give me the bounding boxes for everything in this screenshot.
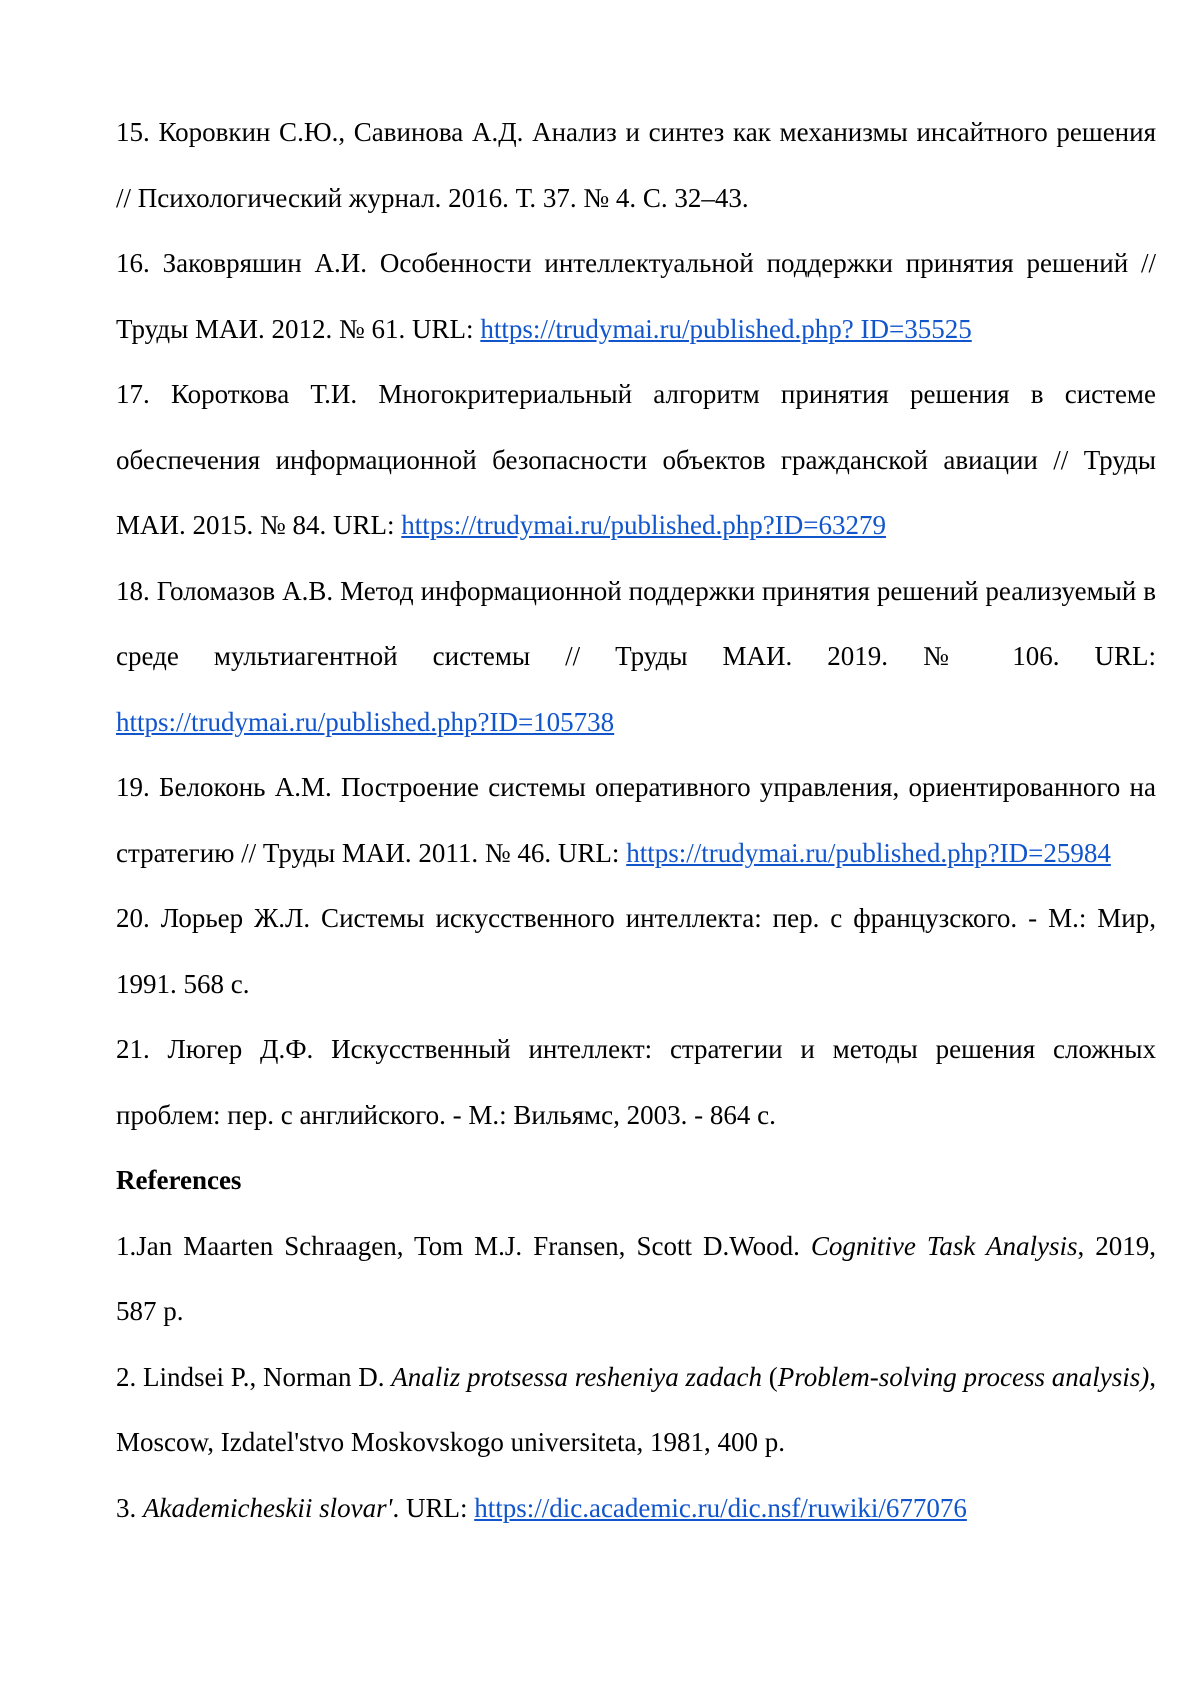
reference-16 [116, 231, 1156, 362]
reference-text: 18. Голомазов А.В. Метод информационной поддержки принятия решений реализуемый в среде мультиагентной системы // Труды МАИ. 2019. № 106. URL: [116, 576, 1156, 672]
document-page [116, 100, 1156, 1541]
reference-text: . URL: [392, 1493, 474, 1523]
reference-text: 17. Короткова Т.И. Многокритериальный алгоритм принятия решения в системе обеспечения информационной безопасности объектов гражданской авиации // Труды МАИ. 2015. № 84. URL: [116, 379, 1156, 540]
reference-text: 16. Заковряшин А.И. Особенности интеллектуальной поддержки принятия решений // Труды МАИ. 2012. № 61. URL: [116, 248, 1156, 344]
reference-18 [116, 559, 1156, 756]
reference-title: Analiz protsessa resheniya zadach [391, 1362, 762, 1392]
reference-text: , Moscow, Izdatel'stvo Moskovskogo universiteta, 1981, 400 p. [116, 1362, 1156, 1458]
references-heading: References [116, 1148, 1156, 1214]
reference-text: , 2019, 587 p. [116, 1231, 1156, 1327]
reference-text: 15. Коровкин С.Ю., Савинова А.Д. Анализ и синтез как механизмы инсайтного решения // Психологический журнал. 2016. Т. 37. № 4. С. 32–43. [116, 117, 1156, 213]
reference-21 [116, 1017, 1156, 1148]
reference-link[interactable]: https://trudymai.ru/published.php?ID=25984 [626, 838, 1111, 868]
reference-link[interactable]: https://trudymai.ru/published.php?ID=63279 [401, 510, 886, 540]
reference-link[interactable]: https://trudymai.ru/published.php?ID=105738 [116, 707, 614, 737]
reference-17 [116, 362, 1156, 559]
reference-title-translation: Problem-solving process analysis) [778, 1362, 1149, 1392]
reference-en-3 [116, 1476, 1156, 1542]
reference-15 [116, 100, 1156, 231]
reference-text: ( [762, 1362, 778, 1392]
reference-text: 1.Jan Maarten Schraagen, Tom M.J. Fransen, Scott D.Wood. [116, 1231, 811, 1261]
reference-en-2 [116, 1345, 1156, 1476]
reference-link[interactable]: https://trudymai.ru/published.php? ID=35525 [480, 314, 971, 344]
reference-text: 19. Белоконь А.М. Построение системы оперативного управления, ориентированного на стратегию // Труды МАИ. 2011. № 46. URL: [116, 772, 1156, 868]
reference-title: Akademicheskii slovar' [143, 1493, 392, 1523]
reference-link[interactable]: https://dic.academic.ru/dic.nsf/ruwiki/677076 [474, 1493, 967, 1523]
reference-text: 20. Лорьер Ж.Л. Системы искусственного интеллекта: пер. с французского. - М.: Мир, 1991. 568 с. [116, 903, 1156, 999]
reference-text: 3. [116, 1493, 143, 1523]
reference-en-1 [116, 1214, 1156, 1345]
reference-text: 21. Люгер Д.Ф. Искусственный интеллект: стратегии и методы решения сложных проблем: пер. с английского. - М.: Вильямс, 2003. - 864 с. [116, 1034, 1156, 1130]
reference-19 [116, 755, 1156, 886]
reference-title: Cognitive Task Analysis [811, 1231, 1078, 1261]
reference-text: 2. Lindsei P., Norman D. [116, 1362, 391, 1392]
reference-20 [116, 886, 1156, 1017]
